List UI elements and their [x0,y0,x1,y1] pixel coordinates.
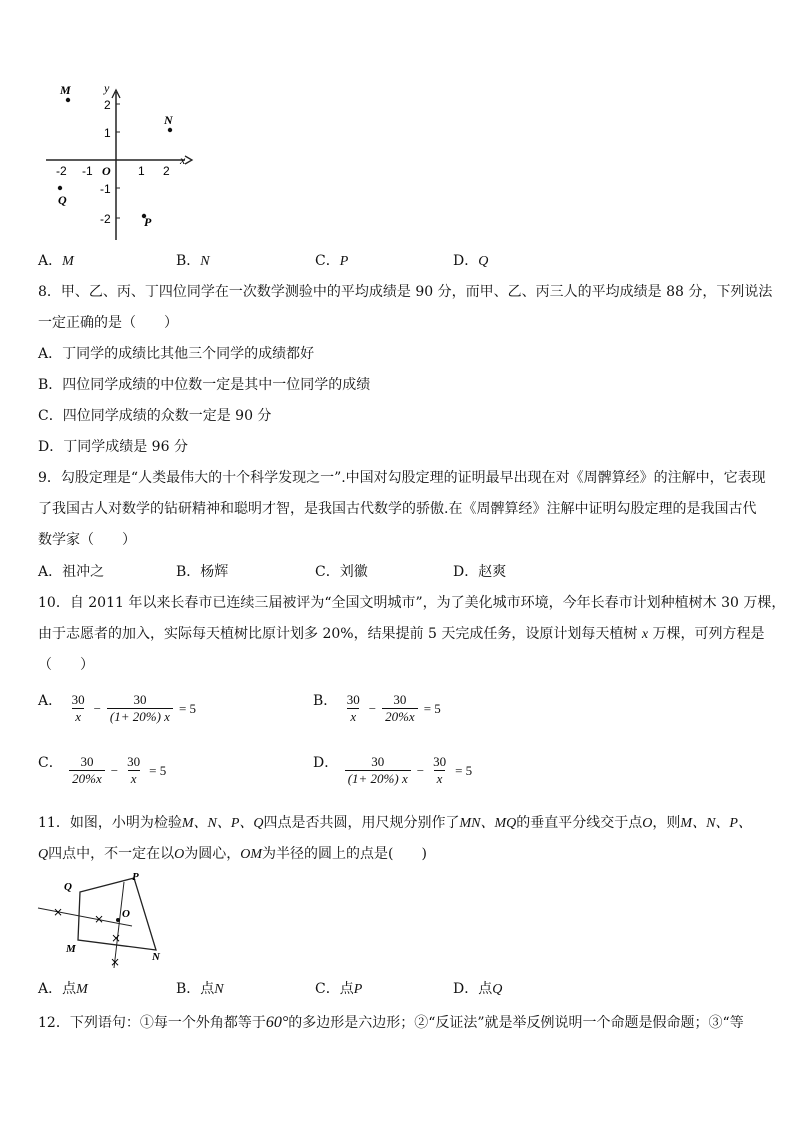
q8-option-c: C．四位同学成绩的众数一定是 90 分 [38,408,272,424]
quadrilateral-figure [36,870,176,970]
coordinate-figure [40,80,200,245]
q7-option-a: A．M [38,253,74,269]
point-n-label: N [164,113,173,127]
x-tick-label: -1 [82,164,93,178]
x-arrow-icon [185,156,192,164]
point-q-label: Q [58,193,67,207]
q10-option-b: B． $\frac{30}{x}$ − $\frac{30}{20\%x}$ = 5 [313,692,441,724]
fig11-label-n: N [152,951,160,963]
q11-stem-line2: Q四点中，不一定在以O为圆心，OM为半径的圆上的点是( ) [38,846,427,862]
q10-stem-line3: （ ） [38,657,94,673]
point-n [168,128,172,132]
point-q [58,186,62,190]
fig11-label-q: Q [64,881,72,893]
q9-stem-line1: 9．勾股定理是“人类最伟大的十个科学发现之一”.中国对勾股定理的证明最早出现在对《周髀算经》的注解中，它表现 [38,470,766,486]
fig11-label-p: P [132,871,139,883]
fig11-label-o: O [122,908,130,920]
q11-option-a: A．点M [38,981,88,997]
x-tick-label: 2 [163,164,170,178]
q8-option-d: D．丁同学成绩是 96 分 [38,439,188,455]
point-o [116,918,120,922]
y-axis-label: y [104,81,110,95]
q7-option-d: D．Q [453,253,489,269]
q12-stem-line1: 12．下列语句：①每一个外角都等于60°的多边形是六边形；②“反证法”就是举反例说明一个命题是假命题；③“等 [38,1014,744,1031]
q9-stem-line3: 数学家（ ） [38,532,136,548]
origin-label: O [102,164,111,178]
x-mark-icon: × [94,912,105,926]
x-tick-label: -2 [56,164,67,178]
x-mark-icon: × [110,955,121,969]
q11-option-b: B．点N [176,981,224,997]
q8-option-a: A．丁同学的成绩比其他三个同学的成绩都好 [38,346,315,362]
point-m-label: M [60,83,71,97]
point-p-label: P [144,215,152,229]
q7-option-c: C．P [315,253,349,269]
x-tick-label: 1 [138,164,145,178]
x-axis-label: x [180,153,186,167]
q7-option-b: B．N [176,253,210,269]
point-m [66,98,70,102]
q10-option-a: A． $\frac{30}{x}$ − $\frac{30}{(1+ 20\%) x}$ = 5 [38,692,197,724]
x-mark-icon: × [53,905,64,919]
q8-stem-line1: 8．甲、乙、丙、丁四位同学在一次数学测验中的平均成绩是 90 分，而甲、乙、丙三人的平均成绩是 88 分，下列说法 [38,284,773,300]
q9-option-d: D．赵爽 [453,564,507,580]
q11-option-c: C．点P [315,981,363,997]
x-mark-icon: × [111,931,122,945]
q9-stem-line2: 了我国古人对数学的钻研精神和聪明才智，是我国古代数学的骄傲.在《周髀算经》注解中证明勾股定理的是我国古代 [38,501,757,517]
q10-stem-line2: 由于志愿者的加入，实际每天植树比原计划多 20%，结果提前 5 天完成任务，设原计划每天植树 x 万棵，可列方程是 [38,626,765,642]
q9-option-c: C．刘徽 [315,564,368,580]
y-tick-label: 2 [104,98,111,112]
q9-option-a: A．祖冲之 [38,564,105,580]
q8-stem-line2: 一定正确的是（ ） [38,315,178,331]
q9-option-b: B．杨辉 [176,564,229,580]
q11-option-d: D．点Q [453,981,503,997]
y-tick-label: 1 [104,126,111,140]
fig11-label-m: M [66,943,76,955]
y-tick-label: -2 [100,212,111,226]
y-tick-label: -1 [100,182,111,196]
q10-option-d: D． $\frac{30}{(1+ 20\%) x}$ − $\frac{30}{x}$ = 5 [313,754,473,786]
q10-stem-line1: 10．自 2011 年以来长春市已连续三届被评为“全国文明城市”，为了美化城市环境，今年长春市计划种植树木 30 万棵， [38,595,786,611]
q11-stem-line1: 11．如图，小明为检验M、N、P、Q四点是否共圆，用尺规分别作了MN、MQ的垂直平分线交于点O，则M、N、P、 [38,815,752,831]
q8-option-b: B．四位同学成绩的中位数一定是其中一位同学的成绩 [38,377,371,393]
q10-option-c: C． $\frac{30}{20\%x}$ − $\frac{30}{x}$ = 5 [38,754,167,786]
